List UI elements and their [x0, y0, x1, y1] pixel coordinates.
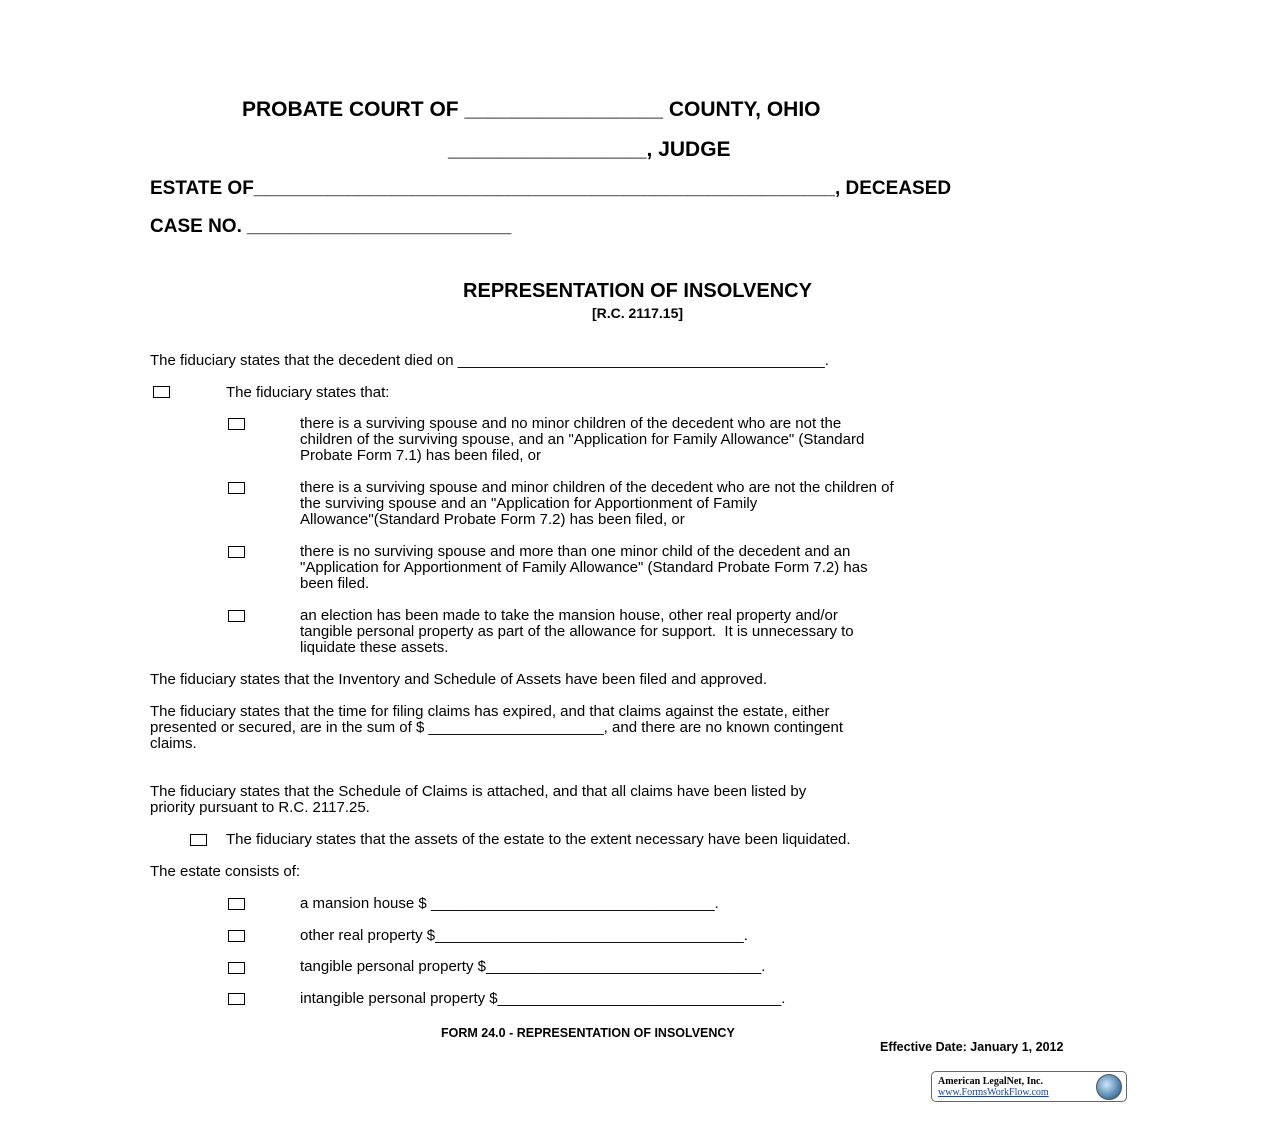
checkbox-option-4[interactable] [228, 610, 245, 622]
globe-icon [1096, 1074, 1122, 1100]
case-number-heading: CASE NO. _________________________ [150, 216, 512, 237]
inventory-statement: The fiduciary states that the Inventory and Schedule of Assets have been filed and approved. [150, 671, 768, 688]
liquidated-statement: The fiduciary states that the assets of the estate to the extent necessary have been liquidated. [226, 831, 851, 848]
other-real-property-field: other real property $_____________________________________. [300, 927, 748, 944]
option-3-text: there is no surviving spouse and more than one minor child of the decedent and an "Application for Apportionment of Family Allowance" (Standard Probate Form 7.2) has been filed. [300, 543, 868, 592]
checkbox-option-1[interactable] [228, 418, 245, 430]
states-that-label: The fiduciary states that: [226, 384, 390, 401]
publisher-logo[interactable] [931, 1071, 1127, 1102]
intangible-property-field: intangible personal property $__________________________________. [300, 990, 786, 1007]
tangible-property-field: tangible personal property $_________________________________. [300, 958, 766, 975]
estate-consists-label: The estate consists of: [150, 863, 301, 880]
checkbox-mansion-house[interactable] [228, 898, 245, 910]
logo-company-name: American LegalNet, Inc. [938, 1076, 1043, 1087]
death-date-statement: The fiduciary states that the decedent died on ____________________________________________. [150, 352, 829, 369]
checkbox-states-that[interactable] [153, 386, 170, 398]
mansion-house-field: a mansion house $ __________________________________. [300, 895, 719, 912]
form-title: REPRESENTATION OF INSOLVENCY [463, 280, 812, 302]
form-footer-name: FORM 24.0 - REPRESENTATION OF INSOLVENCY [441, 1026, 735, 1040]
statute-citation: [R.C. 2117.15] [591, 305, 684, 321]
estate-heading: ESTATE OF_______________________________________________________, DECEASED [150, 178, 952, 199]
checkbox-option-3[interactable] [228, 546, 245, 558]
checkbox-option-2[interactable] [228, 482, 245, 494]
option-1-text: there is a surviving spouse and no minor children of the decedent who are not the children of the surviving spouse, and an "Application for Family Allowance" (Standard Probate Form 7.1) has been filed, or [300, 415, 865, 464]
claims-statement: The fiduciary states that the time for filing claims has expired, and that claims against the estate, either presented or secured, are in the sum of $ _____________________, and there are no known contingent claims. [150, 703, 844, 752]
checkbox-intangible-property[interactable] [228, 993, 245, 1005]
option-4-text: an election has been made to take the mansion house, other real property and/or tangible personal property as part of the allowance for support. It is unnecessary to liquidate these assets. [300, 607, 854, 656]
schedule-statement: The fiduciary states that the Schedule of Claims is attached, and that all claims have been listed by priority pursuant to R.C. 2117.25. [150, 783, 807, 816]
logo-url-link[interactable]: www.FormsWorkFlow.com [938, 1087, 1049, 1098]
court-heading: PROBATE COURT OF _________________ COUNTY, OHIO [242, 98, 821, 121]
option-2-text: there is a surviving spouse and minor children of the decedent who are not the children of the surviving spouse and an "Application for Apportionment of Family Allowance"(Standard Probate Form 7.2) has been filed, or [300, 479, 894, 528]
checkbox-liquidated[interactable] [190, 834, 207, 846]
effective-date: Effective Date: January 1, 2012 [880, 1040, 1064, 1054]
checkbox-other-real-property[interactable] [228, 930, 245, 942]
judge-heading: _________________, JUDGE [448, 138, 731, 161]
checkbox-tangible-property[interactable] [228, 962, 245, 974]
